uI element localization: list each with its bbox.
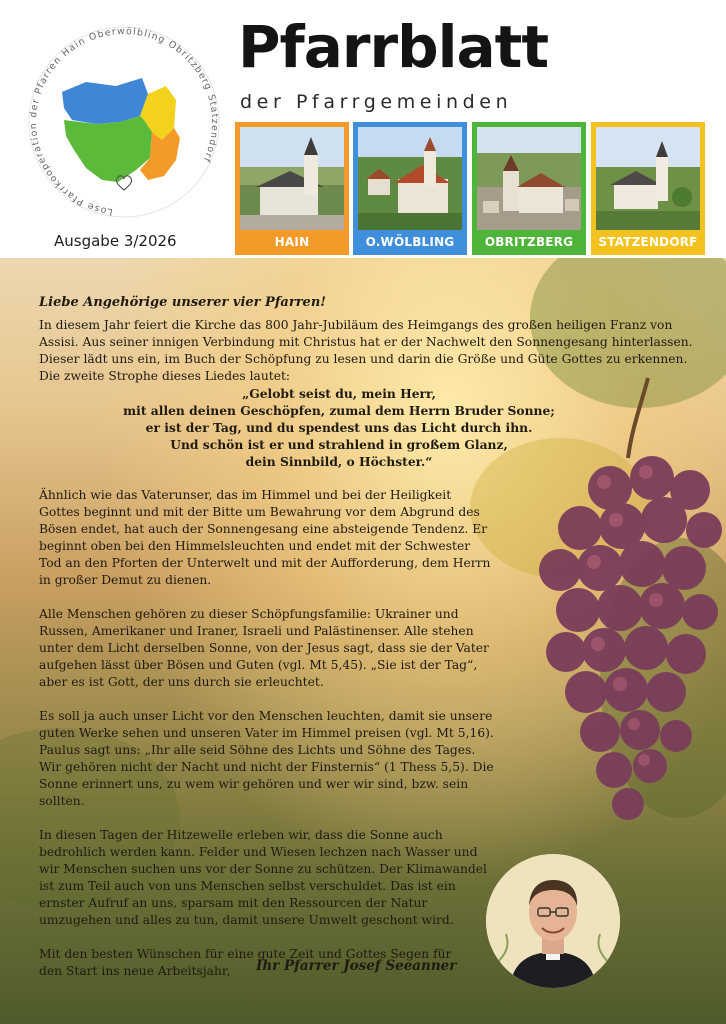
map-region-green: [64, 116, 152, 182]
church-photo-obritzberg: [477, 127, 581, 230]
letter-section: [0, 258, 726, 1024]
parish-label-oberwoelbling: O.WÖLBLING: [365, 235, 455, 249]
map-region-blue: [62, 78, 148, 124]
parish-card-hain: [235, 122, 349, 255]
parish-card-oberwoelbling: [353, 122, 467, 255]
church-photo-hain: [240, 127, 344, 230]
parish-label-obritzberg: OBRITZBERG: [484, 235, 574, 249]
paragraph-3: Alle Menschen gehören zu dieser Schöpfungsfamilie: Ukrainer und Russen, Amerikaner und Iraner, Israeli und Palästinenser. Alle stehen unter dem Licht derselben Sonne, von der Jesus sagt, dass sie der Vater aufgehen lässt über Bösen und Guten (vgl. Mt 5,45). „Sie ist der Tag“, aber es ist Gott, der uns durch sie erleuchtet.: [39, 607, 489, 689]
logo-ring-text: Lose Pfarrkooperation der Pfarren Hain Oberwölbling Obritzberg Statzendorf: [27, 25, 221, 218]
hymn-line: Und schön ist er und strahlend in großem Glanz,: [170, 437, 508, 452]
hymn-quote: [39, 385, 639, 470]
signature: Ihr Pfarrer Josef Seeanner: [256, 958, 457, 974]
header: [0, 0, 726, 258]
paragraph-4: Es soll ja auch unser Licht vor den Menschen leuchten, damit sie unsere guten Werke sehen und unseren Vater im Himmel preisen (vgl. Mt 5,16). Paulus sagt uns: „Ihr alle seid Söhne des Lichts und Söhne des Tages. Wir gehören nicht der Nacht und nicht der Finsternis“ (1 Thess 5,5). Die Sonne erinnert uns, zu wem wir gehören und wer wir sind, bzw. sein sollten.: [39, 709, 494, 808]
pastor-portrait: [486, 854, 620, 988]
hymn-line: er ist der Tag, und du spendest uns das Licht durch ihn.: [145, 420, 533, 435]
parish-photo-row: [235, 122, 707, 256]
hymn-line: mit allen deinen Geschöpfen, zumal dem Herrn Bruder Sonne;: [123, 403, 555, 418]
paragraph-5: In diesen Tagen der Hitzewelle erleben wir, dass die Sonne auch bedrohlich werden kann. Felder und Wiesen lechzen nach Wasser und wir Menschen suchen uns vor der Sonne zu schützen. Der Klimawandel ist zum Teil auch von uns Menschen selbst verschuldet. Das ist ein ernster Aufruf an uns, sparsam mit den Ressourcen der Natur umzugehen und alles zu tun, damit unsere Umwelt geschont wird.: [39, 828, 487, 927]
page-title: Pfarrblatt: [238, 13, 549, 81]
closing-line: Mit den besten Wünschen für eine gute Zeit und Gottes Segen für den Start ins neue Arbeitsjahr,: [39, 947, 452, 978]
church-photo-oberwoelbling: [358, 127, 462, 230]
pfarrkooperation-logo: [24, 20, 224, 225]
parish-card-statzendorf: [591, 122, 705, 255]
letter-greeting: Liebe Angehörige unserer vier Pfarren!: [39, 295, 326, 310]
church-photo-statzendorf: [596, 127, 700, 230]
paragraph-1: In diesem Jahr feiert die Kirche das 800 Jahr-Jubiläum des Heimgangs des großen heiligen Franz von Assisi. Aus seiner innigen Verbindung mit Christus hat er der Nachwelt den Sonnengesang hinterlassen. Dieser lädt uns ein, im Buch der Schöpfung zu lesen und darin die Größe und Güte Gottes zu erkennen. Die zweite Strophe dieses Liedes lautet:: [39, 318, 693, 383]
parish-label-hain: HAIN: [274, 235, 310, 249]
paragraph-2: Ähnlich wie das Vaterunser, das im Himmel und bei der Heiligkeit Gottes beginnt und mit der Bitte um Bewahrung vor dem Abgrund des Bösen endet, hat auch der Sonnengesang eine absteigende Tendenz. Er beginnt oben bei den Himmelsleuchten und endet mit der Schwester Tod an den Pforten der Unterwelt und mit der Aufforderung, dem Herrn in großer Demut zu dienen.: [39, 488, 491, 587]
hymn-line: dein Sinnbild, o Höchster.“: [245, 454, 433, 469]
issue-number: Ausgabe 3/2026: [54, 232, 177, 250]
page-subtitle: der Pfarrgemeinden: [240, 91, 513, 113]
parish-label-statzendorf: STATZENDORF: [598, 235, 698, 249]
hymn-line: „Gelobt seist du, mein Herr,: [242, 386, 436, 401]
parish-card-obritzberg: [472, 122, 586, 255]
